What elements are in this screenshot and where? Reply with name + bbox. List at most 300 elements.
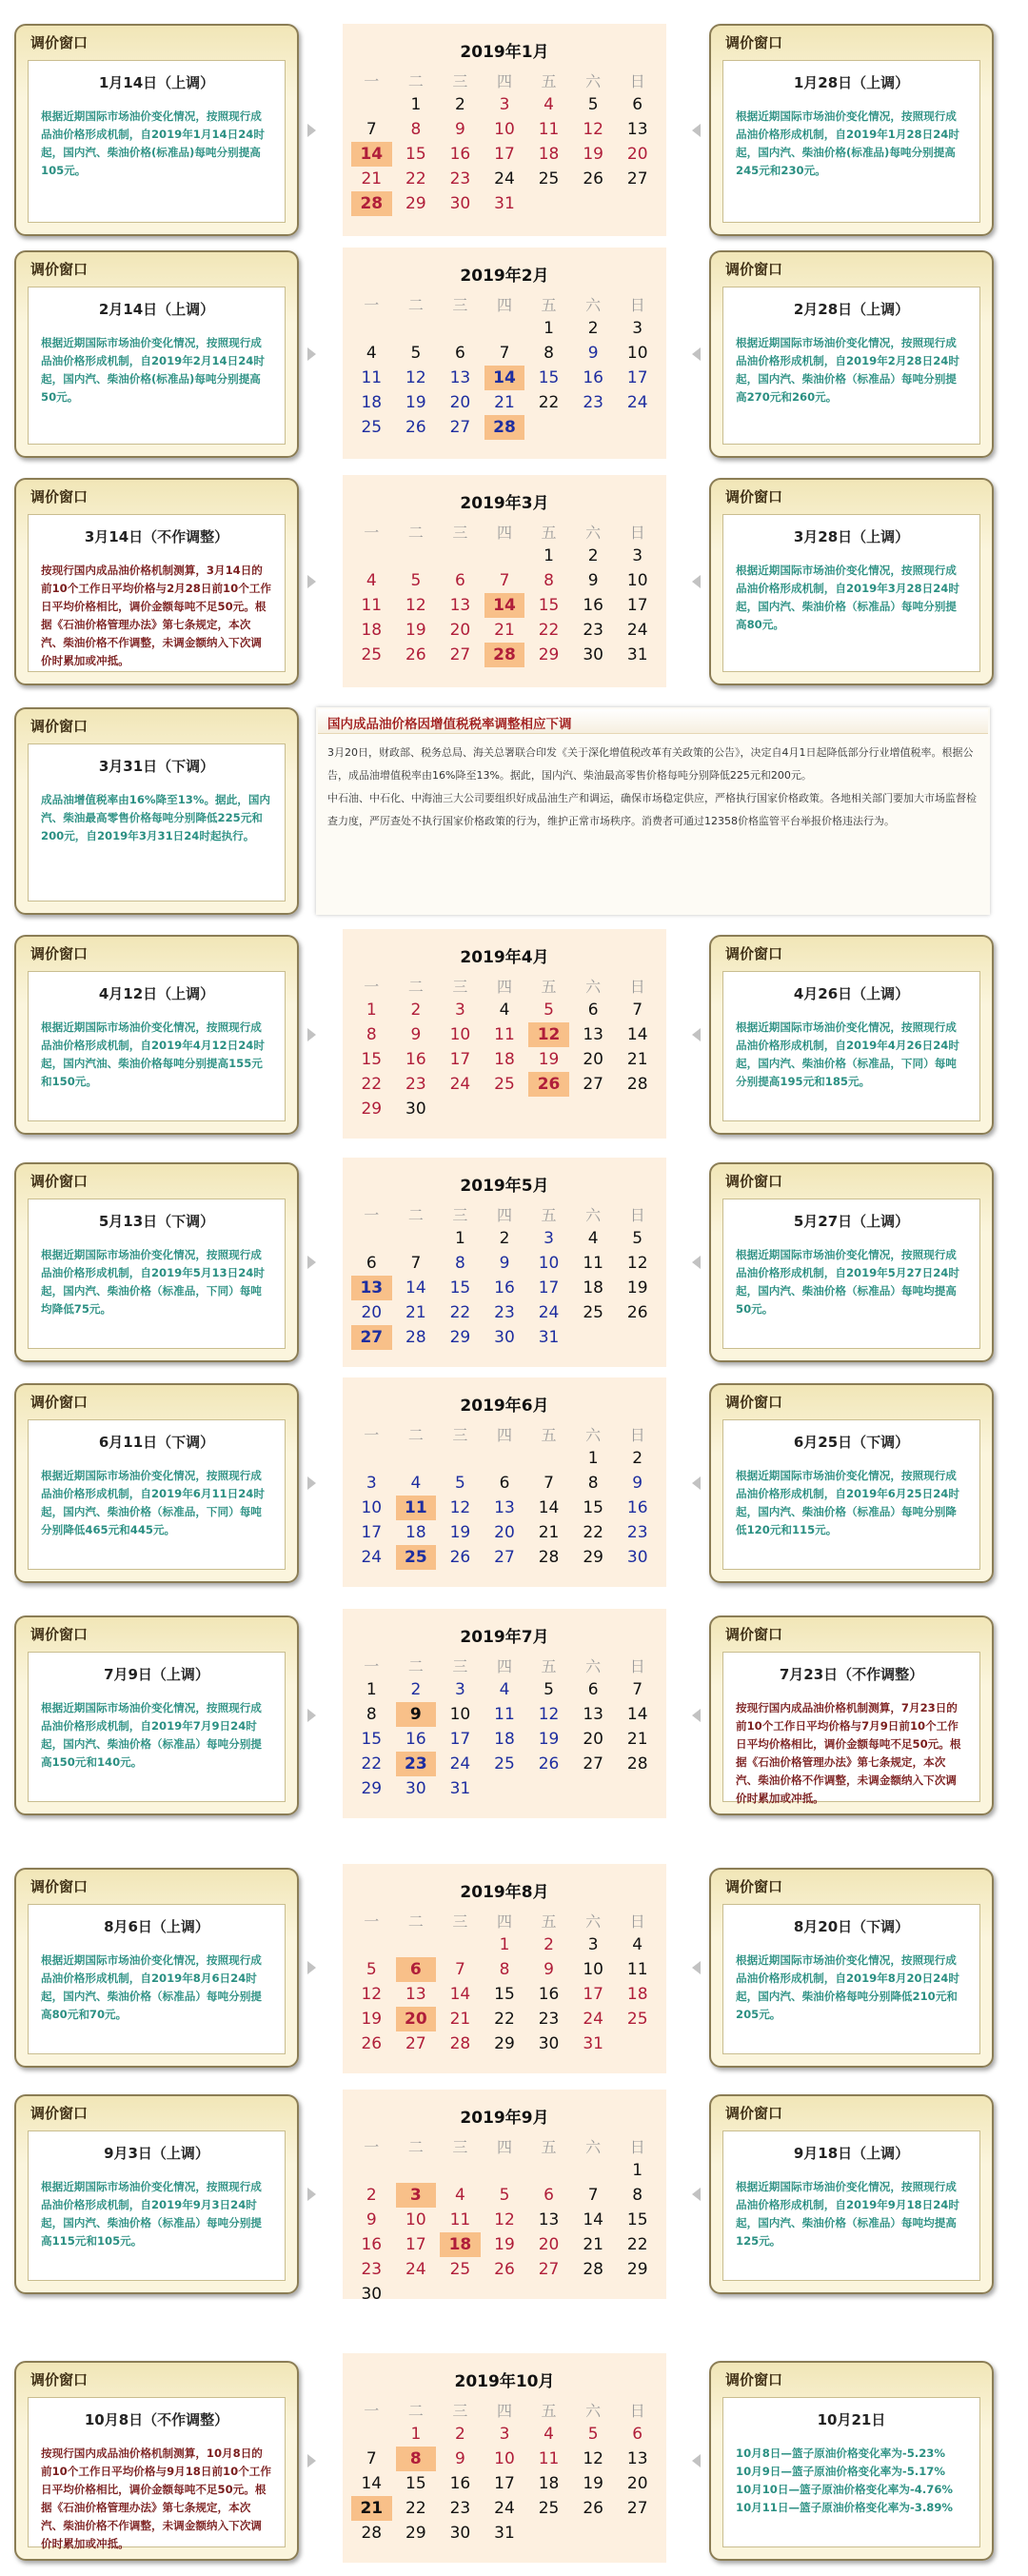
calendar-day: 2: [455, 2425, 465, 2444]
calendar-day: 24: [361, 1548, 383, 1567]
card-text: 根据近期国际市场油价变化情况，按照现行成品油价格形成机制，自2019年5月27日24时起，国内汽、柴油价格（标准品）每吨均提高50元。: [736, 1248, 959, 1316]
weekday-label: 二: [407, 296, 424, 314]
weekday-label: 五: [541, 2138, 557, 2156]
calendar-day: 5: [410, 571, 422, 590]
calendar-day: 13: [449, 368, 471, 387]
calendar-day: 3: [455, 1001, 465, 1020]
month-calendar: [343, 1377, 666, 1587]
calendar-day: 15: [583, 1498, 603, 1517]
calendar-day: 15: [361, 1730, 383, 1749]
card-body: [722, 287, 980, 445]
calendar-day: 25: [494, 1754, 515, 1773]
calendar-day: 25: [449, 2260, 471, 2279]
weekday-label: 四: [496, 72, 512, 90]
card-text: 根据近期国际市场油价变化情况，按照现行成品油价格形成机制，自2019年2月28日24时起，国内汽、柴油价格（标准品）每吨分别提高270元和260元。: [736, 336, 959, 404]
calendar-grid: [343, 1655, 666, 1801]
weekday-label: 日: [629, 72, 645, 90]
adjustment-card-right: [709, 2361, 994, 2561]
calendar-day: 22: [538, 393, 560, 412]
calendar-day: 24: [583, 2010, 603, 2029]
calendar-day: 26: [626, 1303, 648, 1322]
card-header: 调价窗口: [725, 1394, 783, 1411]
calendar-day: 29: [494, 2034, 515, 2053]
calendar-day: 27: [449, 645, 471, 664]
calendar-day: 25: [626, 2010, 648, 2029]
weekday-label: 四: [496, 296, 512, 314]
adjustment-day: 23: [396, 1752, 437, 1776]
calendar-day: 8: [366, 1025, 377, 1044]
calendar-day: 5: [544, 1680, 554, 1699]
weekday-label: 五: [541, 2402, 557, 2420]
calendar-day: 4: [366, 571, 377, 590]
calendar-day: 4: [499, 1680, 510, 1699]
calendar-day: 30: [449, 194, 471, 213]
calendar-day: 14: [626, 1025, 648, 1044]
calendar-day: 26: [449, 1548, 471, 1567]
card-body: [722, 1652, 980, 1805]
card-body: [722, 2397, 980, 2547]
calendar-day: 2: [587, 546, 599, 565]
weekday-label: 五: [541, 1426, 557, 1444]
card-header: 调价窗口: [725, 488, 783, 505]
card-text: 根据近期国际市场油价变化情况，按照现行成品油价格形成机制，自2019年9月18日24时起，国内汽、柴油价格（标准品）每吨均提高125元。: [736, 2180, 959, 2248]
card-title: 9月3日（上调）: [104, 2145, 209, 2162]
card-body: [722, 514, 980, 672]
calendar-day: 29: [583, 1548, 603, 1567]
calendar-day: 11: [361, 596, 383, 615]
calendar-day: 30: [405, 1779, 426, 1798]
calendar-day: 31: [494, 194, 515, 213]
card-title: 7月9日（上调）: [104, 1666, 209, 1683]
calendar-day: 5: [544, 1001, 554, 1020]
calendar-day: 29: [626, 2260, 648, 2279]
calendar-day: 15: [538, 596, 560, 615]
calendar-grid: [343, 521, 666, 667]
calendar-day: 29: [538, 645, 560, 664]
weekday-label: 一: [364, 2138, 380, 2156]
calendar-day: 22: [626, 2235, 648, 2254]
calendar-day: 17: [538, 1278, 560, 1298]
weekday-label: 一: [364, 2402, 380, 2420]
calendar-day: 20: [494, 1523, 515, 1542]
calendar-day: 22: [538, 621, 560, 640]
calendar-day: 20: [361, 1303, 383, 1322]
adjustment-card-right: [709, 1383, 994, 1583]
calendar-title: 2019年4月: [460, 948, 549, 967]
calendar-day: 11: [538, 120, 560, 139]
calendar-day: 13: [626, 120, 648, 139]
weekday-label: 四: [496, 1912, 512, 1931]
arrow-right-icon: [307, 2188, 316, 2201]
calendar-day: 26: [405, 418, 426, 437]
weekday-label: 二: [407, 978, 424, 996]
calendar-day: 30: [449, 2524, 471, 2543]
card-header: 调价窗口: [725, 1626, 783, 1643]
card-text: 按现行国内成品油价格机制测算，3月14日的前10个工作日平均价格与2月28日前10个工作日平均价格相比，调价金额每吨不足50元。根据《石油价格管理办法》第七条规定，本次汽、柴油价格不作调整，未调金额纳入下次调价时累加或冲抵。: [41, 564, 271, 667]
adjustment-card-left: [14, 2094, 299, 2294]
calendar-day: 12: [405, 368, 426, 387]
adjustment-day: 11: [396, 1496, 437, 1520]
weekday-label: 四: [496, 1206, 512, 1224]
card-body: [28, 1199, 286, 1349]
weekday-label: 三: [452, 72, 468, 90]
adjustment-card-left: [14, 1868, 299, 2068]
calendar-day: 9: [455, 120, 465, 139]
adjustment-card-left: [14, 935, 299, 1135]
calendar-day: 1: [366, 1680, 377, 1699]
calendar-day: 10: [449, 1025, 471, 1044]
calendar-day: 24: [494, 2499, 515, 2518]
adjustment-day: 13: [351, 1276, 392, 1300]
calendar-day: 21: [449, 2010, 471, 2029]
calendar-day: 18: [494, 1050, 515, 1069]
calendar-day: 11: [361, 368, 383, 387]
calendar-day: 14: [405, 1278, 426, 1298]
calendar-day: 26: [538, 1754, 560, 1773]
calendar-day: 17: [494, 145, 515, 164]
weekday-label: 二: [407, 1206, 424, 1224]
card-title: 9月18日（上调）: [793, 2145, 910, 2162]
weekday-label: 六: [585, 1426, 602, 1444]
adjustment-day: 26: [528, 1072, 569, 1097]
calendar-day: 3: [544, 1229, 554, 1248]
month-calendar: [343, 929, 666, 1139]
calendar-day: 27: [583, 1754, 603, 1773]
calendar-day: 8: [587, 1474, 599, 1493]
calendar-day: 12: [361, 1985, 383, 2004]
month-calendar: [343, 475, 666, 687]
calendar-day: 9: [587, 571, 599, 590]
calendar-day: 30: [494, 1328, 515, 1347]
calendar-day: 6: [587, 1680, 599, 1699]
calendar-day: 10: [405, 2210, 426, 2229]
calendar-day: 27: [626, 169, 648, 188]
arrow-left-icon: [692, 347, 701, 361]
card-title: 8月20日（下调）: [793, 1918, 910, 1935]
calendar-day: 26: [583, 2499, 603, 2518]
calendar-day: 17: [626, 368, 648, 387]
weekday-label: 二: [407, 72, 424, 90]
calendar-day: 17: [405, 2235, 426, 2254]
weekday-label: 三: [452, 1912, 468, 1931]
arrow-right-icon: [307, 124, 316, 137]
calendar-day: 8: [366, 1705, 377, 1724]
weekday-label: 二: [407, 2402, 424, 2420]
calendar-day: 6: [499, 1474, 510, 1493]
calendar-day: 20: [626, 2474, 648, 2493]
weekday-label: 三: [452, 2138, 468, 2156]
calendar-grid: [343, 69, 666, 216]
calendar-day: 6: [455, 571, 465, 590]
card-header: 调价窗口: [725, 1173, 783, 1190]
card-body: [722, 1419, 980, 1570]
calendar-day: 15: [405, 145, 426, 164]
weekday-label: 六: [585, 978, 602, 996]
adjustment-day: 28: [351, 191, 392, 216]
calendar-day: 11: [626, 1960, 648, 1979]
calendar-day: 9: [366, 2210, 377, 2229]
calendar-day: 2: [544, 1935, 554, 1954]
calendar-day: 7: [499, 344, 510, 363]
calendar-day: 25: [361, 418, 383, 437]
calendar-day: 19: [494, 2235, 515, 2254]
calendar-day: 23: [449, 169, 471, 188]
calendar-day: 15: [494, 1985, 515, 2004]
calendar-grid: [343, 2399, 666, 2546]
calendar-day: 1: [632, 2161, 643, 2180]
card-title: 1月28日（上调）: [793, 74, 910, 91]
calendar-day: 2: [366, 2186, 377, 2205]
adjustment-card-left: [14, 1383, 299, 1583]
calendar-day: 7: [455, 1960, 465, 1979]
weekday-label: 五: [541, 72, 557, 90]
calendar-day: 22: [361, 1075, 383, 1094]
calendar-day: 10: [626, 344, 648, 363]
adjustment-card-mar31: [14, 707, 299, 915]
weekday-label: 日: [629, 1426, 645, 1444]
card-title: 3月31日（下调）: [98, 758, 215, 775]
card-body: [28, 1652, 286, 1802]
calendar-day: 22: [405, 2499, 426, 2518]
calendar-day: 23: [538, 2010, 560, 2029]
card-body: [722, 971, 980, 1121]
calendar-day: 8: [499, 1960, 510, 1979]
weekday-label: 日: [629, 978, 645, 996]
calendar-day: 24: [449, 1075, 471, 1094]
weekday-label: 日: [629, 2402, 645, 2420]
month-calendar: [343, 2090, 666, 2304]
card-header: 调价窗口: [30, 718, 89, 735]
calendar-day: 16: [538, 1985, 560, 2004]
notice-panel: [316, 707, 990, 915]
calendar-day: 16: [626, 1498, 648, 1517]
adjustment-day: 20: [396, 2007, 437, 2031]
calendar-day: 11: [494, 1705, 515, 1724]
calendar-day: 13: [583, 1025, 603, 1044]
adjustment-day: 28: [484, 643, 525, 667]
card-title: 7月23日（不作调整）: [779, 1666, 924, 1683]
calendar-day: 23: [405, 1075, 426, 1094]
calendar-day: 10: [494, 120, 515, 139]
calendar-day: 10: [538, 1254, 560, 1273]
calendar-day: 30: [583, 645, 603, 664]
calendar-day: 17: [494, 2474, 515, 2493]
calendar-grid: [343, 975, 666, 1121]
calendar-day: 29: [361, 1100, 383, 1119]
calendar-day: 20: [449, 621, 471, 640]
card-body: [28, 2130, 286, 2281]
calendar-day: 9: [499, 1254, 510, 1273]
calendar-grid: [343, 2135, 666, 2307]
weekday-label: 一: [364, 1657, 380, 1675]
calendar-day: 17: [449, 1730, 471, 1749]
card-title: 4月12日（上调）: [98, 985, 215, 1002]
calendar-day: 24: [494, 169, 515, 188]
calendar-day: 8: [455, 1254, 465, 1273]
card-text: 根据近期国际市场油价变化情况，按照现行成品油价格形成机制，自2019年1月14日24时起，国内汽、柴油价格(标准品)每吨分别提高105元。: [41, 109, 265, 177]
calendar-grid: [343, 1423, 666, 1570]
calendar-day: 28: [449, 2034, 471, 2053]
arrow-left-icon: [692, 2454, 701, 2467]
calendar-day: 27: [494, 1548, 515, 1567]
card-header: 调价窗口: [30, 34, 89, 51]
weekday-label: 四: [496, 2402, 512, 2420]
calendar-day: 3: [366, 1474, 377, 1493]
calendar-day: 5: [410, 344, 422, 363]
calendar-day: 19: [449, 1523, 471, 1542]
weekday-label: 四: [496, 1426, 512, 1444]
arrow-right-icon: [307, 1256, 316, 1269]
calendar-day: 19: [626, 1278, 648, 1298]
calendar-day: 19: [538, 1050, 560, 1069]
weekday-label: 四: [496, 978, 512, 996]
card-body: [28, 287, 286, 445]
adjustment-day: 9: [396, 1702, 437, 1727]
month-calendar: [343, 24, 666, 236]
card-header: 调价窗口: [725, 34, 783, 51]
calendar-day: 24: [626, 621, 648, 640]
calendar-day: 6: [632, 95, 643, 114]
calendar-day: 9: [587, 344, 599, 363]
calendar-day: 22: [494, 2010, 515, 2029]
weekday-label: 二: [407, 524, 424, 542]
weekday-label: 二: [407, 1426, 424, 1444]
card-header: 调价窗口: [30, 261, 89, 278]
calendar-day: 14: [626, 1705, 648, 1724]
card-body: [28, 60, 286, 223]
card-title: 3月28日（上调）: [793, 528, 910, 545]
adjustment-day: 8: [396, 2447, 437, 2471]
card-header: 调价窗口: [725, 261, 783, 278]
calendar-day: 16: [494, 1278, 515, 1298]
calendar-title: 2019年3月: [460, 494, 549, 513]
card-text: 根据近期国际市场油价变化情况，按照现行成品油价格形成机制，自2019年2月14日24时起，国内汽、柴油价格(标准品)每吨分别提高50元。: [41, 336, 265, 404]
calendar-day: 6: [544, 2186, 554, 2205]
adjustment-card-right: [709, 24, 994, 236]
arrow-left-icon: [692, 1256, 701, 1269]
adjustment-day: 6: [396, 1957, 437, 1982]
card-title: 5月27日（上调）: [793, 1213, 910, 1230]
card-title: 5月13日（下调）: [98, 1213, 215, 1230]
calendar-day: 5: [499, 2186, 510, 2205]
calendar-day: 3: [587, 1935, 599, 1954]
card-text: 根据近期国际市场油价变化情况，按照现行成品油价格形成机制，自2019年8月20日24时起，国内汽、柴油价格每吨分别降低210元和205元。: [736, 1953, 959, 2021]
calendar-day: 17: [626, 596, 648, 615]
calendar-day: 5: [587, 95, 599, 114]
calendar-day: 4: [544, 95, 554, 114]
calendar-day: 21: [405, 1303, 426, 1322]
calendar-day: 13: [494, 1498, 515, 1517]
weekday-label: 二: [407, 1912, 424, 1931]
weekday-label: 六: [585, 1912, 602, 1931]
calendar-day: 3: [455, 1680, 465, 1699]
weekday-label: 六: [585, 524, 602, 542]
adjustment-day: 21: [351, 2496, 392, 2521]
calendar-day: 1: [544, 319, 554, 338]
calendar-day: 18: [405, 1523, 426, 1542]
card-title: 10月8日（不作调整）: [84, 2411, 229, 2428]
notice-title: 国内成品油价格因增值税税率调整相应下调: [318, 709, 988, 734]
calendar-day: 20: [449, 393, 471, 412]
card-body: [28, 743, 286, 902]
calendar-day: 8: [632, 2186, 643, 2205]
calendar-day: 18: [361, 621, 383, 640]
calendar-day: 20: [626, 145, 648, 164]
month-calendar: [343, 1864, 666, 2073]
calendar-day: 4: [410, 1474, 422, 1493]
weekday-label: 四: [496, 524, 512, 542]
weekday-label: 二: [407, 2138, 424, 2156]
weekday-label: 一: [364, 296, 380, 314]
month-calendar: [343, 1609, 666, 1818]
calendar-day: 9: [544, 1960, 554, 1979]
calendar-day: 3: [499, 95, 510, 114]
month-calendar: [343, 2353, 666, 2563]
calendar-day: 24: [449, 1754, 471, 1773]
calendar-day: 4: [632, 1935, 643, 1954]
calendar-day: 28: [538, 1548, 560, 1567]
calendar-day: 8: [544, 571, 554, 590]
card-body: [28, 514, 286, 672]
calendar-day: 12: [449, 1498, 471, 1517]
calendar-day: 18: [583, 1278, 603, 1298]
calendar-day: 4: [366, 344, 377, 363]
adjustment-card-right: [709, 935, 994, 1135]
calendar-day: 11: [538, 2449, 560, 2468]
card-header: 调价窗口: [725, 2105, 783, 2122]
calendar-day: 6: [632, 2425, 643, 2444]
weekday-label: 三: [452, 2402, 468, 2420]
adjustment-card-left: [14, 478, 299, 685]
weekday-label: 六: [585, 1206, 602, 1224]
calendar-day: 1: [499, 1935, 510, 1954]
arrow-left-icon: [692, 1476, 701, 1490]
calendar-day: 26: [583, 169, 603, 188]
adjustment-day: 14: [351, 142, 392, 167]
card-title: 4月26日（上调）: [793, 985, 910, 1002]
calendar-grid: [343, 1203, 666, 1350]
calendar-day: 2: [587, 319, 599, 338]
calendar-day: 2: [410, 1680, 422, 1699]
calendar-day: 26: [405, 645, 426, 664]
calendar-day: 9: [410, 1025, 422, 1044]
calendar-day: 25: [538, 2499, 560, 2518]
calendar-day: 1: [410, 95, 422, 114]
calendar-day: 4: [499, 1001, 510, 1020]
card-header: 调价窗口: [30, 2371, 89, 2388]
weekday-label: 二: [407, 1657, 424, 1675]
calendar-day: 19: [538, 1730, 560, 1749]
arrow-right-icon: [307, 1476, 316, 1490]
calendar-day: 20: [583, 1730, 603, 1749]
weekday-label: 六: [585, 2402, 602, 2420]
card-title: 3月14日（不作调整）: [84, 528, 229, 545]
calendar-day: 3: [499, 2425, 510, 2444]
calendar-day: 5: [587, 2425, 599, 2444]
card-header: 调价窗口: [725, 945, 783, 962]
calendar-day: 4: [455, 2186, 465, 2205]
arrow-right-icon: [307, 1961, 316, 1974]
calendar-day: 22: [405, 169, 426, 188]
calendar-day: 23: [449, 2499, 471, 2518]
card-body: [722, 2130, 980, 2281]
card-header: 调价窗口: [30, 1626, 89, 1643]
notice-body: 3月20日，财政部、税务总局、海关总署联合印发《关于深化增值税改革有关政策的公告》，决定自4月1日起降低部分行业增值税率。根据公告，成品油增值税率由16%降至13%。据此，国内汽、柴油最高零售价格每吨分别降低225元和200元。 中石油、中石化、中海油三大公司要组织好成品油生产和调运，确保市场稳定供应，严格执行国家价格政策。各地相关部门要加大市场监督检查力度，严厉查处不执行国家价格政策的行为，维护正常市场秩序。消费者可通过12358价格监管平台举报价格违法行为。: [327, 746, 977, 827]
calendar-day: 10: [361, 1498, 383, 1517]
card-text: 成品油增值税率由16%降至13%。据此，国内汽、柴油最高零售价格每吨分别降低225元和200元，自2019年3月31日24时起执行。: [41, 793, 271, 842]
calendar-day: 20: [538, 2235, 560, 2254]
calendar-day: 15: [538, 368, 560, 387]
